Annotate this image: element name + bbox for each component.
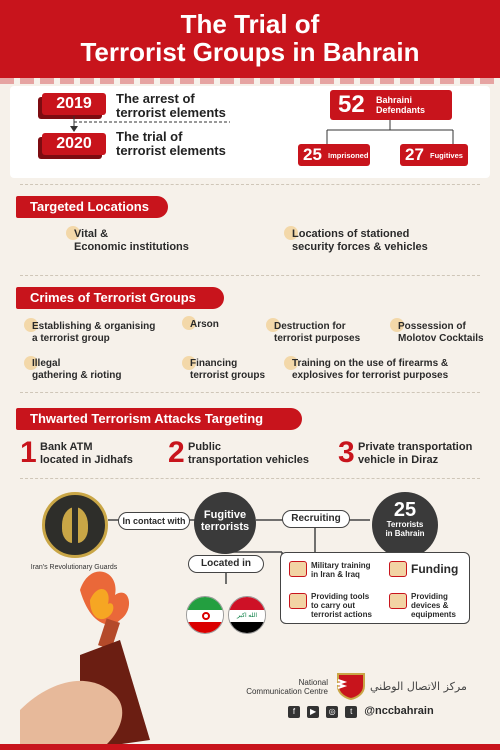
ncc-name-english: National Communication Centre: [246, 678, 328, 696]
title-line-1: The Trial of: [180, 9, 320, 39]
social-icons: [288, 705, 434, 718]
footer-bar: [0, 744, 500, 750]
youtube-icon[interactable]: ▶: [307, 706, 319, 718]
irgc-emblem-icon: [42, 492, 108, 558]
crime-item-7: Training on the use of firearms & explosives for terrorist purposes: [292, 358, 449, 381]
targeted-item-1: Vital & Economic institutions: [74, 228, 189, 253]
money-icon: [389, 561, 407, 577]
fugitives-badge: 27 Fugitives: [400, 144, 468, 166]
twitter-icon[interactable]: t: [345, 706, 357, 718]
divider: [20, 184, 480, 185]
targeted-item-2: Locations of stationed security forces & vehicles: [292, 228, 428, 253]
page-header: [0, 0, 500, 78]
crime-item-1: Establishing & organising a terrorist group: [32, 321, 156, 344]
ncc-name-arabic: مركز الاتصال الوطني: [370, 680, 467, 693]
attack-item-1: Bank ATM located in Jidhafs: [40, 441, 133, 466]
crime-item-4: Possession of Molotov Cocktails: [398, 321, 484, 344]
irgc-label: Iran's Revolutionary Guards: [30, 564, 118, 571]
activity-devices: Providing devices & equipments: [411, 592, 456, 619]
training-icon: [289, 561, 307, 577]
iraq-flag-icon: الله اكبر: [228, 596, 266, 634]
activity-tools: Providing tools to carry out terrorist actions: [311, 592, 372, 619]
defendants-total-badge: 52 Bahraini Defendants: [330, 90, 452, 120]
header-stripe: [0, 78, 500, 84]
terrorists-in-bahrain-circle: 25 Terrorists in Bahrain: [372, 492, 438, 558]
fugitive-terrorists-circle: Fugitive terrorists: [194, 492, 256, 554]
devices-icon: [389, 593, 407, 609]
attack-number-1: 1: [20, 436, 37, 469]
recruiting-pill: Recruiting: [282, 510, 350, 528]
year-badge-2020: 2020: [42, 133, 106, 155]
bahrain-emblem-icon: [334, 670, 368, 700]
thwarted-title: Thwarted Terrorism Attacks Targeting: [16, 408, 302, 430]
attack-item-2: Public transportation vehicles: [188, 441, 310, 466]
defendants-connector: [325, 120, 465, 146]
social-handle[interactable]: @nccbahrain: [364, 705, 434, 717]
divider: [20, 478, 480, 479]
located-in-pill: Located in: [188, 555, 264, 573]
imprisoned-badge: 25 Imprisoned: [298, 144, 370, 166]
tools-icon: [289, 593, 307, 609]
targeted-locations-title: Targeted Locations: [16, 196, 168, 218]
iran-flag-icon: [186, 596, 224, 634]
divider: [20, 275, 480, 276]
timeline-text-2019: The arrest of terrorist elements: [116, 91, 226, 120]
attack-number-2: 2: [168, 436, 185, 469]
molotov-cocktail-illustration: [20, 560, 190, 750]
divider: [20, 392, 480, 393]
recruiting-activities-box: [280, 552, 470, 624]
crime-item-2: Arson: [190, 319, 219, 330]
instagram-icon[interactable]: ◎: [326, 706, 338, 718]
attack-number-3: 3: [338, 436, 355, 469]
title-line-2: Terrorist Groups in Bahrain: [80, 37, 420, 67]
activity-funding: Funding: [411, 562, 459, 576]
attack-item-3: Private transportation vehicle in Diraz: [358, 441, 473, 466]
timeline-text-2020: The trial of terrorist elements: [116, 129, 226, 158]
year-badge-2019: 2019: [42, 93, 106, 115]
crimes-title: Crimes of Terrorist Groups: [16, 287, 224, 309]
activity-training: Military training in Iran & Iraq: [311, 561, 371, 579]
crime-item-6: Financing terrorist groups: [190, 358, 266, 381]
in-contact-pill: In contact with: [118, 512, 190, 530]
crime-item-3: Destruction for terrorist purposes: [274, 321, 361, 344]
facebook-icon[interactable]: f: [288, 706, 300, 718]
crime-item-5: Illegal gathering & rioting: [32, 358, 122, 381]
